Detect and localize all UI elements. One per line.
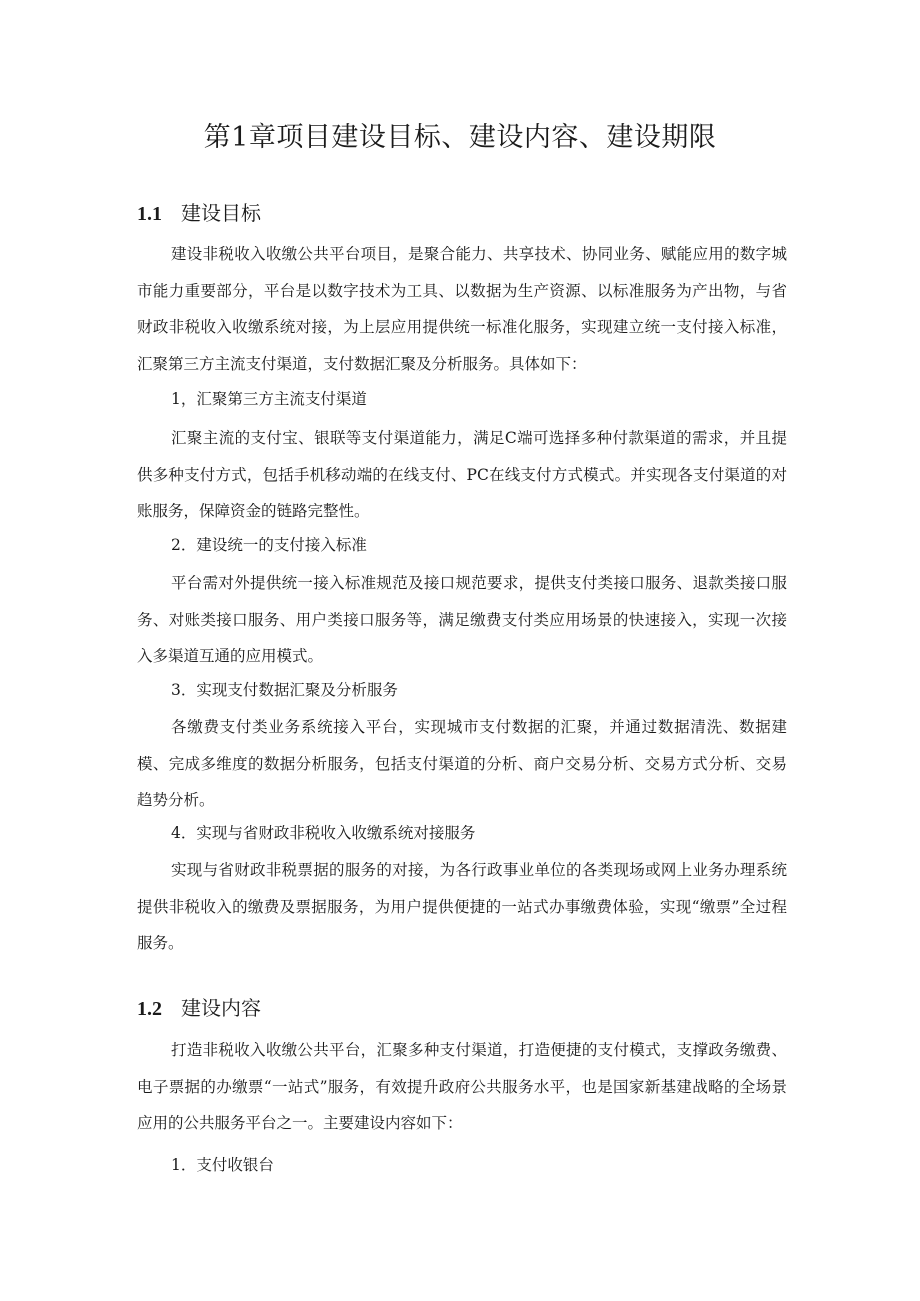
section-heading-1-2 (137, 993, 261, 1024)
section-title: 建设目标 (181, 201, 261, 225)
list-item-heading-3: 3．实现支付数据汇聚及分析服务 (171, 681, 398, 699)
section-title: 建设内容 (181, 996, 261, 1020)
list-item-heading-5: 1．支付收银台 (171, 1156, 274, 1174)
list-item-text-1: 汇聚主流的支付宝、银联等支付渠道能力，满足C端可选择多种付款渠道的需求，并且提供多种支付方式，包括手机移动端的在线支付、PC在线支付方式模式。并实现各支付渠道的对账服务，保障资金的链路完整性。 (137, 429, 787, 520)
section-number: 1.1 (137, 203, 162, 225)
chapter-title: 第1章项目建设目标、建设内容、建设期限 (203, 122, 717, 153)
section-number: 1.2 (137, 998, 162, 1020)
list-item-text-2: 平台需对外提供统一接入标准规范及接口规范要求，提供支付类接口服务、退款类接口服务、对账类接口服务、用户类接口服务等，满足缴费支付类应用场景的快速接入，实现一次接入多渠道互通的应用模式。 (137, 574, 787, 665)
list-item-text-4: 实现与省财政非税票据的服务的对接，为各行政事业单位的各类现场或网上业务办理系统提供非税收入的缴费及票据服务，为用户提供便捷的一站式办事缴费体验，实现“缴票”全过程服务。 (137, 861, 787, 952)
section-1-2-intro: 打造非税收入收缴公共平台，汇聚多种支付渠道，打造便捷的支付模式，支撑政务缴费、电子票据的办缴票“一站式”服务，有效提升政府公共服务水平，也是国家新基建战略的全场景应用的公共服务平台之一。主要建设内容如下： (137, 1041, 787, 1132)
section-1-1-intro: 建设非税收入收缴公共平台项目，是聚合能力、共享技术、协同业务、赋能应用的数字城市能力重要部分，平台是以数字技术为工具、以数据为生产资源、以标准服务为产出物，与省财政非税收入收缴系统对接，为上层应用提供统一标准化服务，实现建立统一支付接入标准，汇聚第三方主流支付渠道，支付数据汇聚及分析服务。具体如下： (137, 245, 787, 373)
list-item-heading-2: 2．建设统一的支付接入标准 (171, 536, 367, 554)
list-item-heading-4: 4．实现与省财政非税收入收缴系统对接服务 (171, 824, 476, 842)
section-heading-1-1 (137, 198, 261, 229)
list-item-text-3: 各缴费支付类业务系统接入平台，实现城市支付数据的汇聚，并通过数据清洗、数据建模、完成多维度的数据分析服务，包括支付渠道的分析、商户交易分析、交易方式分析、交易趋势分析。 (137, 718, 787, 809)
list-item-heading-1: 1，汇聚第三方主流支付渠道 (171, 390, 367, 408)
